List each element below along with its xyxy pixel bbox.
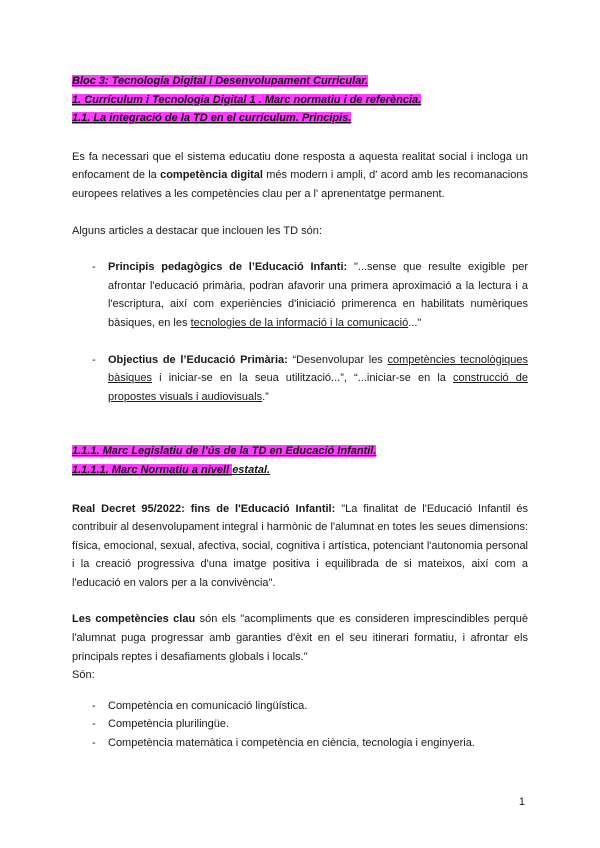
heading-marc-legislatiu: 1.1.1. Marc Legislatiu de l’ús de la TD en Educació Infantil. xyxy=(72,445,377,458)
link-construccio[interactable]: construcció de propostes visuals i audiovisuals xyxy=(108,372,528,403)
document-page xyxy=(72,72,528,753)
heading-curriculum: 1. Currículum i Tecnologia Digital 1 . Marc normatiu i de referència. xyxy=(72,93,422,106)
competencies-list xyxy=(72,697,528,753)
intro-paragraph: Es fa necessari que el sistema educatiu done resposta a aquesta realitat social i incloga un enfocament de la competència digital més modern i ampli, d' acord amb les recomanacions europees relatives a les competències clau per a l' aprenentatge permanent. xyxy=(72,150,528,200)
list-item: - Competència en comunicació lingüística. xyxy=(92,699,308,712)
list-item: - Objectius de l’Educació Primària: “Desenvolupar les competències tecnològiques bàsiques i iniciar-se en la seua utilització...”, “...iniciar-se en la construcció de propostes visuals i audiovisuals.” xyxy=(92,353,528,403)
list-item: - Competència matemàtica i competència en ciència, tecnologia i enginyeria. xyxy=(92,737,475,750)
list-item: - Competència plurilingüe. xyxy=(92,718,230,731)
list-item: - Principis pedagògics de l’Educació Infanti: "...sense que resulte exigible per afrontar l'educació primària, podran afavorir una primera aproximació a la lectura i a l'escriptura, així com experiències d'iniciació primerenca en habilitats numèriques bàsiques, en les tecnologies de la informació i la comunicació..." xyxy=(92,261,528,329)
competencies-paragraph: Les competències clau són els "acompliments que es consideren imprescindibles perquè l'alumnat puga progressar amb garanties d'èxit en el seu itinerari formatiu, i afrontar els principals reptes i desafiaments globals i locals." xyxy=(72,613,528,663)
link-competencies[interactable]: competències tecnològiques bàsiques xyxy=(108,353,528,385)
heading-marc-normatiu: 1.1.1.1. Marc Normatiu a nivell estatal. xyxy=(72,463,271,476)
page-number: 1 xyxy=(518,796,525,808)
articles-list xyxy=(72,258,528,406)
link-tecnologies[interactable]: tecnologies de la informació i la comunicació xyxy=(190,316,409,329)
real-decret-paragraph: Real Decret 95/2022: fins de l'Educació Infantil: "La finalitat de l'Educació Infantil és contribuir al desenvolupament integral i harmònic de l'alumnat en totes les seues dimensions: física, emocional, sexual, afectiva, social, cognitiva i artística, potenciant l'autonomia personal i la creació progressiva d'una imatge positiva i equilibrada de si mateixos, així com a l'educació en valors per a la convivència". xyxy=(72,502,528,589)
son-label: Són: xyxy=(72,669,95,682)
heading-bloc: Bloc 3: Tecnologia Digital i Desenvolupament Curricular. xyxy=(72,75,369,87)
articles-intro: Alguns articles a destacar que inclouen les TD són: xyxy=(72,224,322,237)
heading-integracio: 1.1. La integració de la TD en el currículum. Principis. xyxy=(72,112,352,125)
